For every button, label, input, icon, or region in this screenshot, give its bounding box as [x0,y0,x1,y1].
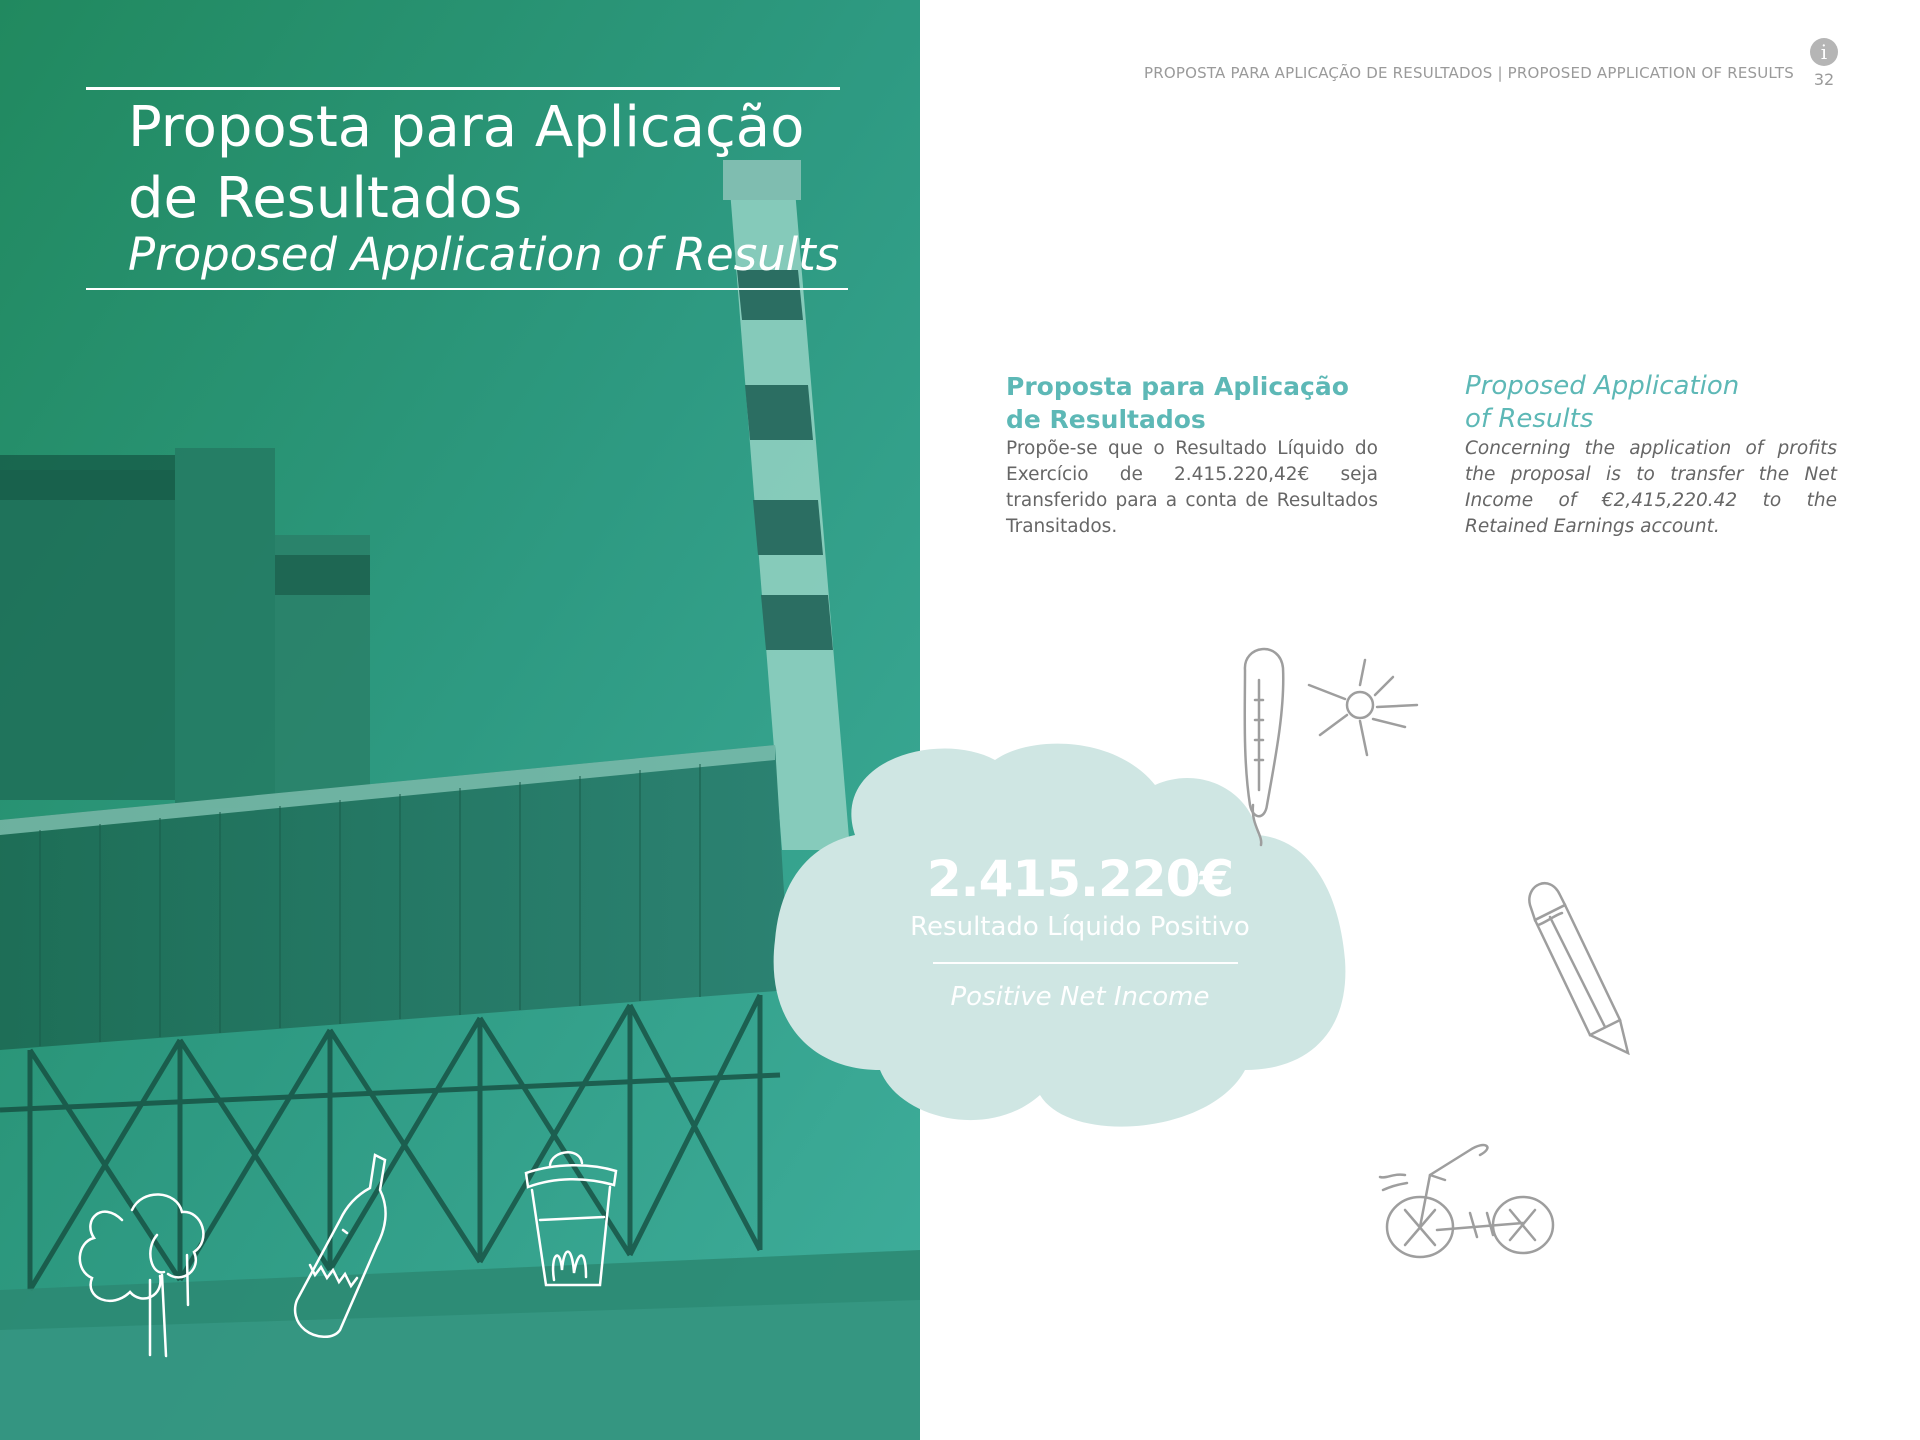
page-title-line2: de Resultados [128,166,523,231]
title-rule-top [86,87,840,90]
column-pt-heading-line2: de Resultados [1006,405,1206,434]
running-header: PROPOSTA PARA APLICAÇÃO DE RESULTADOS | PROPOSED APPLICATION OF RESULTS [1144,64,1794,82]
page-title-line1: Proposta para Aplicação [128,95,805,160]
net-income-amount: 2.415.220€ [926,850,1234,908]
column-en-heading-line2: of Results [1465,404,1594,434]
column-en-heading-line1: Proposed Application [1465,371,1740,401]
net-income-label-pt: Resultado Líquido Positivo [910,912,1250,942]
trash-bin-doodle-icon [520,1145,620,1295]
page-subtitle-en: Proposed Application of Results [128,228,840,281]
column-pt-body: Propõe-se que o Resultado Líquido do Exercício de 2.415.220,42€ seja transferido para a conta de Resultados Transitados. [1006,438,1378,537]
column-pt [1006,370,1378,540]
bicycle-doodle-icon [1375,1135,1565,1275]
column-pt-heading-line1: Proposta para Aplicação [1006,372,1349,401]
page-number: 32 [1813,70,1835,89]
pencil-doodle-icon [1520,875,1640,1055]
cover-photo-panel [0,0,920,1440]
sun-doodle-icon [1305,655,1425,765]
info-icon[interactable]: i [1810,38,1838,66]
tree-doodle-icon [72,1180,222,1360]
column-en-heading [1465,370,1837,436]
bottle-doodle-icon [285,1150,395,1340]
cloud-divider [933,962,1238,964]
column-en-body: Concerning the application of profits the proposal is to transfer the Net Income of €2,415,220.42 to the Retained Earnings account. [1465,438,1837,537]
title-rule-bottom [86,288,848,290]
page-title [128,92,848,234]
column-en [1465,370,1837,540]
column-pt-heading [1006,370,1378,436]
thermometer-doodle-icon [1225,640,1295,850]
net-income-label-en: Positive Net Income [950,982,1210,1012]
